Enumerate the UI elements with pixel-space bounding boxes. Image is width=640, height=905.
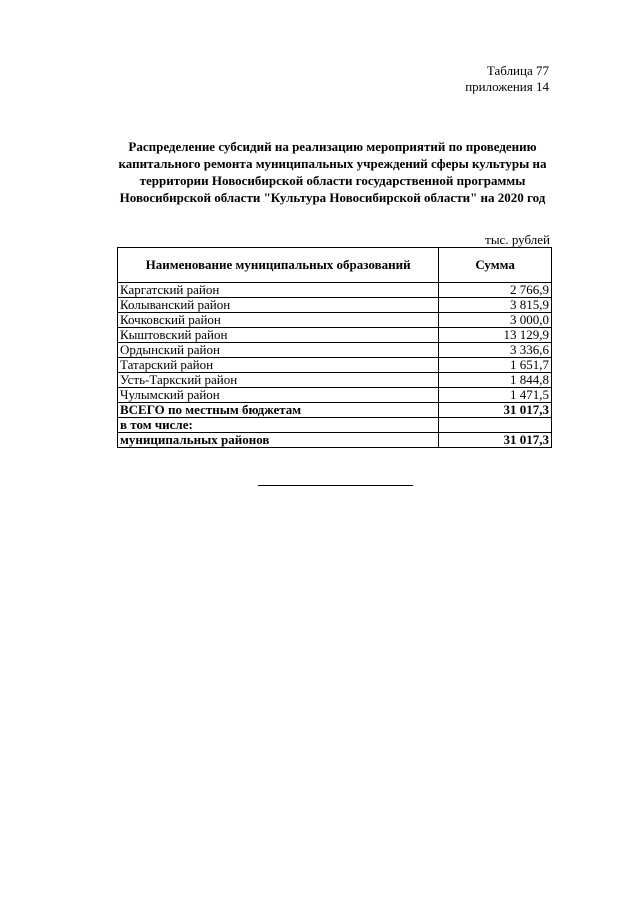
district-name: Татарский район <box>118 358 439 373</box>
table-row <box>118 373 552 388</box>
table-row <box>118 328 552 343</box>
district-name: Чулымский район <box>118 388 439 403</box>
district-name: Ордынский район <box>118 343 439 358</box>
district-sum: 13 129,9 <box>439 328 552 343</box>
municipal-districts-row <box>118 433 552 448</box>
district-sum: 1 471,5 <box>439 388 552 403</box>
municipal-districts-label: муниципальных районов <box>118 433 439 448</box>
district-name: Каргатский район <box>118 283 439 298</box>
table-row <box>118 313 552 328</box>
title-line: Распределение субсидий на реализацию мероприятий по проведению <box>128 139 537 154</box>
district-sum: 1 651,7 <box>439 358 552 373</box>
district-sum: 3 815,9 <box>439 298 552 313</box>
table-number: Таблица 77 <box>486 63 549 78</box>
total-sum: 31 017,3 <box>439 403 552 418</box>
subsidy-table <box>117 247 552 448</box>
district-sum: 3 000,0 <box>439 313 552 328</box>
including-label: в том числе: <box>118 418 439 433</box>
table-row <box>118 358 552 373</box>
title-line: Новосибирской области "Культура Новосибирской области" на 2020 год <box>119 190 546 205</box>
appendix-number: приложения 14 <box>465 79 549 94</box>
column-header-name: Наименование муниципальных образований <box>118 248 439 283</box>
table-row <box>118 343 552 358</box>
total-row <box>118 403 552 418</box>
end-divider <box>258 485 413 486</box>
including-sum <box>439 418 552 433</box>
district-name: Колыванский район <box>118 298 439 313</box>
table-row <box>118 283 552 298</box>
district-name: Усть-Таркский район <box>118 373 439 388</box>
district-sum: 3 336,6 <box>439 343 552 358</box>
district-name: Кочковский район <box>118 313 439 328</box>
table-row <box>118 388 552 403</box>
table-row <box>118 298 552 313</box>
municipal-districts-sum: 31 017,3 <box>439 433 552 448</box>
including-row <box>118 418 552 433</box>
total-label: ВСЕГО по местным бюджетам <box>118 403 439 418</box>
district-sum: 1 844,8 <box>439 373 552 388</box>
district-sum: 2 766,9 <box>439 283 552 298</box>
column-header-sum: Сумма <box>439 248 552 283</box>
title-line: территории Новосибирской области государственной программы <box>139 173 526 188</box>
title-line: капитального ремонта муниципальных учреждений сферы культуры на <box>118 156 547 171</box>
district-name: Кыштовский район <box>118 328 439 343</box>
table-header-row <box>118 248 552 283</box>
table-reference <box>465 63 549 95</box>
document-title <box>110 138 555 206</box>
units-label: тыс. рублей <box>485 232 550 247</box>
